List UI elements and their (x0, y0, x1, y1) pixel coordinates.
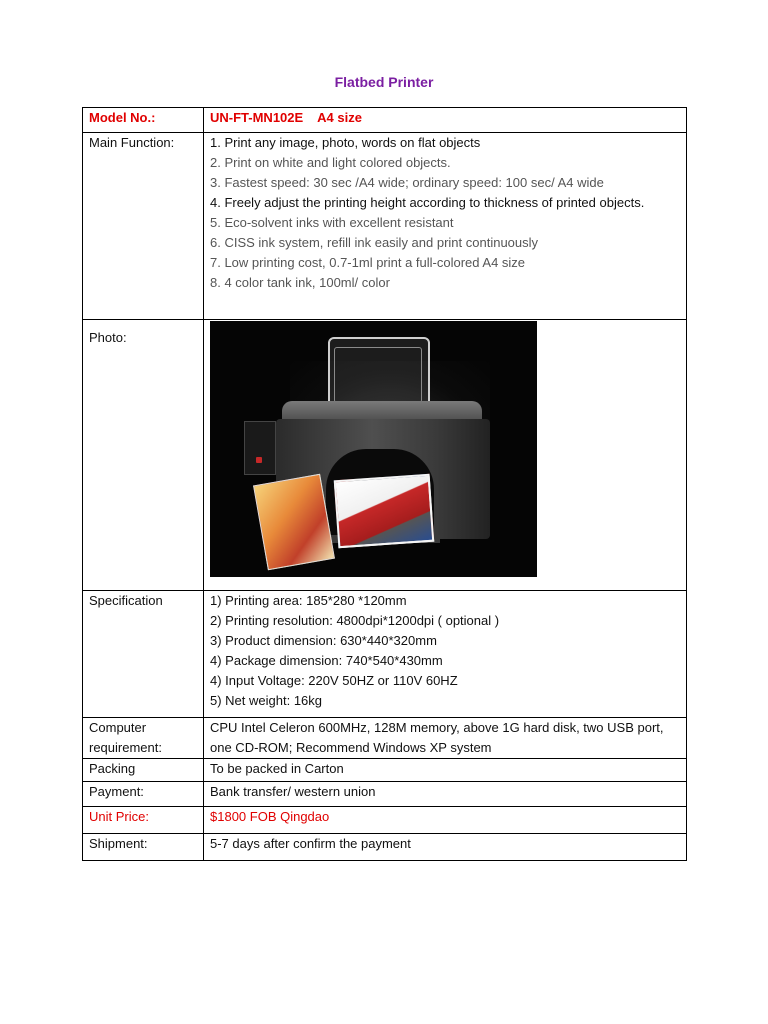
photo-label: Photo: (83, 320, 204, 591)
main-function-item: 4. Freely adjust the printing height according to thickness of printed objects. (210, 195, 645, 210)
computer-value: CPU Intel Celeron 600MHz, 128M memory, above 1G hard disk, two USB port, one CD-ROM; Recommend Windows XP system (204, 718, 687, 759)
photo-cell (204, 320, 687, 591)
sample-print-tile (253, 474, 335, 571)
main-function-item: 7. Low printing cost, 0.7-1ml print a full-colored A4 size (210, 255, 526, 270)
printer-lid-inner (334, 347, 422, 403)
page-title: Flatbed Printer (334, 74, 434, 90)
table-row-shipment (83, 834, 687, 861)
specification-item: 1) Printing area: 185*280 *120mm (210, 593, 407, 608)
computer-label: Computer requirement: (83, 718, 204, 759)
main-function-item: 5. Eco-solvent inks with excellent resistant (210, 215, 454, 230)
main-function-item: 6. CISS ink system, refill ink easily and print continuously (210, 235, 539, 250)
table-row-main-function (83, 133, 687, 320)
table-row-packing (83, 759, 687, 782)
unit-price-label: Unit Price: (83, 807, 204, 834)
unit-price-value: $1800 FOB Qingdao (204, 807, 687, 834)
payment-label: Payment: (83, 782, 204, 807)
table-row-model (83, 108, 687, 133)
packing-value: To be packed in Carton (204, 759, 687, 782)
printer-power-icon (256, 457, 262, 463)
specification-label: Specification (83, 591, 204, 718)
main-function-item: 2. Print on white and light colored objects. (210, 155, 451, 170)
shipment-label: Shipment: (83, 834, 204, 861)
printer-photo (210, 321, 537, 577)
main-function-item: 1. Print any image, photo, words on flat objects (210, 135, 481, 150)
main-function-item: 3. Fastest speed: 30 sec /A4 wide; ordinary speed: 100 sec/ A4 wide (210, 175, 604, 190)
shipment-value: 5-7 days after confirm the payment (204, 834, 687, 861)
table-row-computer (83, 718, 687, 759)
specification-item: 2) Printing resolution: 4800dpi*1200dpi ( optional ) (210, 613, 500, 628)
payment-value: Bank transfer/ western union (204, 782, 687, 807)
sample-print-photo (334, 474, 435, 549)
spec-table (82, 107, 687, 861)
model-value: UN-FT-MN102E A4 size (204, 108, 687, 133)
main-function-list (204, 133, 687, 320)
specification-item: 5) Net weight: 16kg (210, 693, 323, 708)
main-function-label: Main Function: (83, 133, 204, 320)
table-row-unit-price (83, 807, 687, 834)
specification-list (204, 591, 687, 718)
table-row-photo (83, 320, 687, 591)
main-function-item: 8. 4 color tank ink, 100ml/ color (210, 275, 390, 290)
model-label: Model No.: (83, 108, 204, 133)
specification-item: 4) Input Voltage: 220V 50HZ or 110V 60HZ (210, 673, 458, 688)
packing-label: Packing (83, 759, 204, 782)
specification-item: 3) Product dimension: 630*440*320mm (210, 633, 437, 648)
printer-control-panel (244, 421, 276, 475)
specification-item: 4) Package dimension: 740*540*430mm (210, 653, 443, 668)
table-row-payment (83, 782, 687, 807)
table-row-specification (83, 591, 687, 718)
